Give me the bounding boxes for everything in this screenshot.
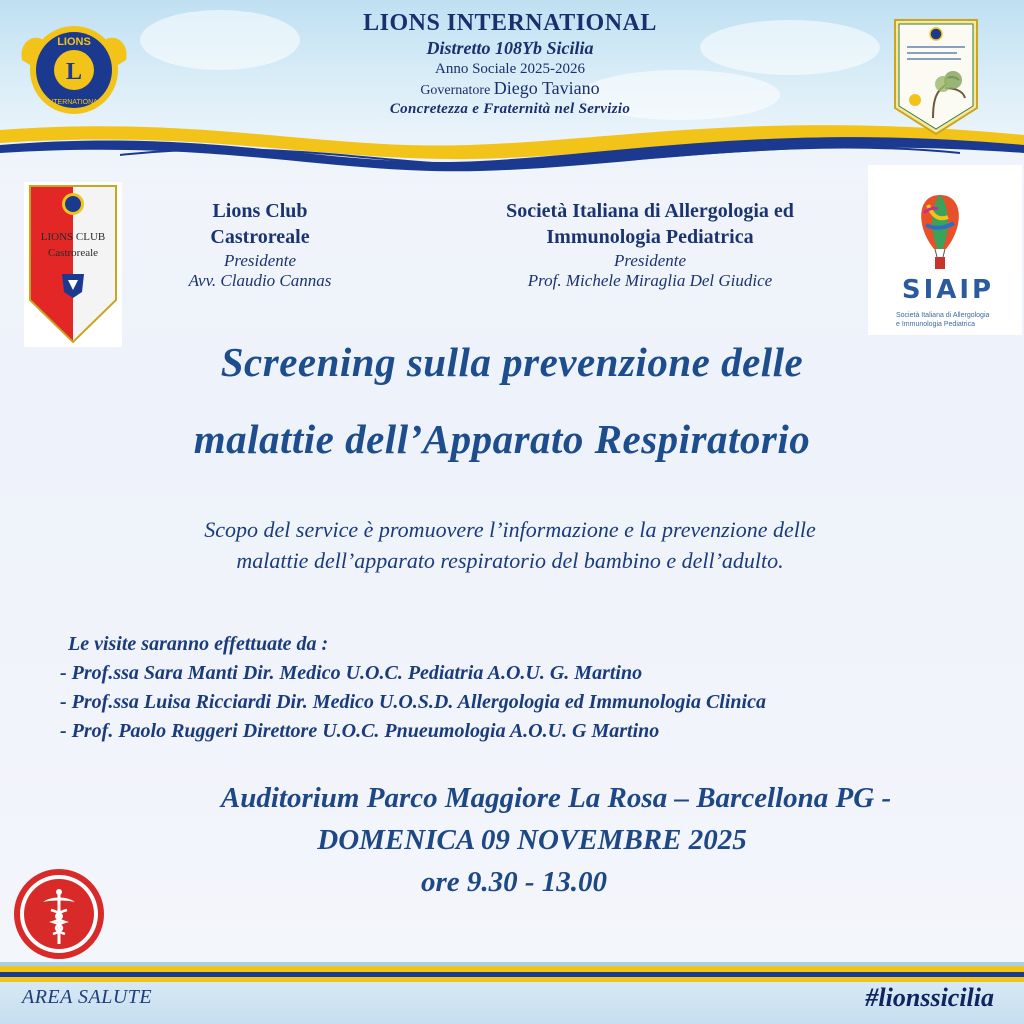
siaip-sub-1: Società Italiana di Allergologia (896, 312, 990, 319)
scope-line-2: malattie dell’apparato respiratorio del bambino e dell’adulto. (236, 548, 784, 573)
scope-line-1: Scopo del service è promuovere l’informazione e la prevenzione delle (204, 517, 816, 542)
doctor-item: - Prof.ssa Sara Manti Dir. Medico U.O.C. Pediatria A.O.U. G. Martino (60, 662, 643, 684)
event-date: DOMENICA 09 NOVEMBRE 2025 (317, 824, 747, 856)
club-name-line1: Lions Club (212, 200, 308, 222)
governor-label: Governatore (420, 83, 491, 98)
society-president-name: Prof. Michele Miraglia Del Giudice (527, 271, 773, 290)
club-president-name: Avv. Claudio Cannas (188, 271, 332, 290)
society-name-line2: Immunologia Pediatrica (546, 226, 754, 248)
district-shield-badge (893, 18, 979, 136)
scope-paragraph (60, 514, 960, 576)
club-name-line2: Castroreale (210, 226, 310, 248)
district-name: Distretto 108Yb Sicilia (426, 38, 594, 58)
visits-section (60, 630, 1000, 746)
hashtag: #lionssicilia (865, 983, 994, 1012)
caduceus-icon (13, 868, 105, 960)
title-line-1: Screening sulla prevenzione delle (220, 339, 804, 385)
org-name: LIONS INTERNATIONAL (363, 10, 657, 36)
logo-letter: L (65, 59, 83, 85)
event-venue: Auditorium Parco Maggiore La Rosa – Barcellona PG - (220, 782, 892, 814)
lions-club-pennant (24, 182, 122, 347)
lions-international-logo (18, 20, 130, 120)
logo-top-text: LIONS (57, 36, 91, 48)
society-president-role: Presidente (613, 251, 687, 270)
header-text (300, 10, 720, 118)
siaip-sub-2: e Immunologia Pediatrica (896, 321, 975, 328)
siaip-logo-card (868, 165, 1022, 335)
lions-club-block (140, 198, 380, 291)
title-line-2: malattie dell’Apparato Respiratorio (193, 416, 811, 462)
society-name-line1: Società Italiana di Allergologia ed (506, 200, 794, 222)
header-banner (0, 0, 1024, 180)
cloud-decoration (700, 20, 880, 75)
pennant-text-1: LIONS CLUB (40, 231, 106, 243)
social-year: Anno Sociale 2025-2026 (435, 61, 585, 77)
governor-name: Diego Taviano (493, 78, 600, 98)
pennant-text-2: Castroreale (47, 247, 99, 259)
motto: Concretezza e Fraternità nel Servizio (389, 101, 631, 117)
logo-bottom-text: INTERNATIONAL (46, 99, 102, 106)
doctor-item: - Prof.ssa Luisa Ricciardi Dir. Medico U.O.S.D. Allergologia ed Immunologia Clinica (60, 691, 766, 713)
society-block (440, 198, 860, 291)
club-president-role: Presidente (223, 251, 297, 270)
area-label: AREA SALUTE (22, 986, 153, 1008)
event-time: ore 9.30 - 13.00 (420, 866, 608, 898)
cloud-decoration (140, 10, 300, 70)
doctor-item: - Prof. Paolo Ruggeri Direttore U.O.C. Pnueumologia A.O.U. G Martino (60, 720, 660, 742)
siaip-logo-text: SIAIP (901, 275, 995, 305)
visits-label: Le visite saranno effettuate da : (68, 633, 329, 655)
governor-line (300, 78, 720, 99)
siaip-logo (868, 165, 1022, 335)
